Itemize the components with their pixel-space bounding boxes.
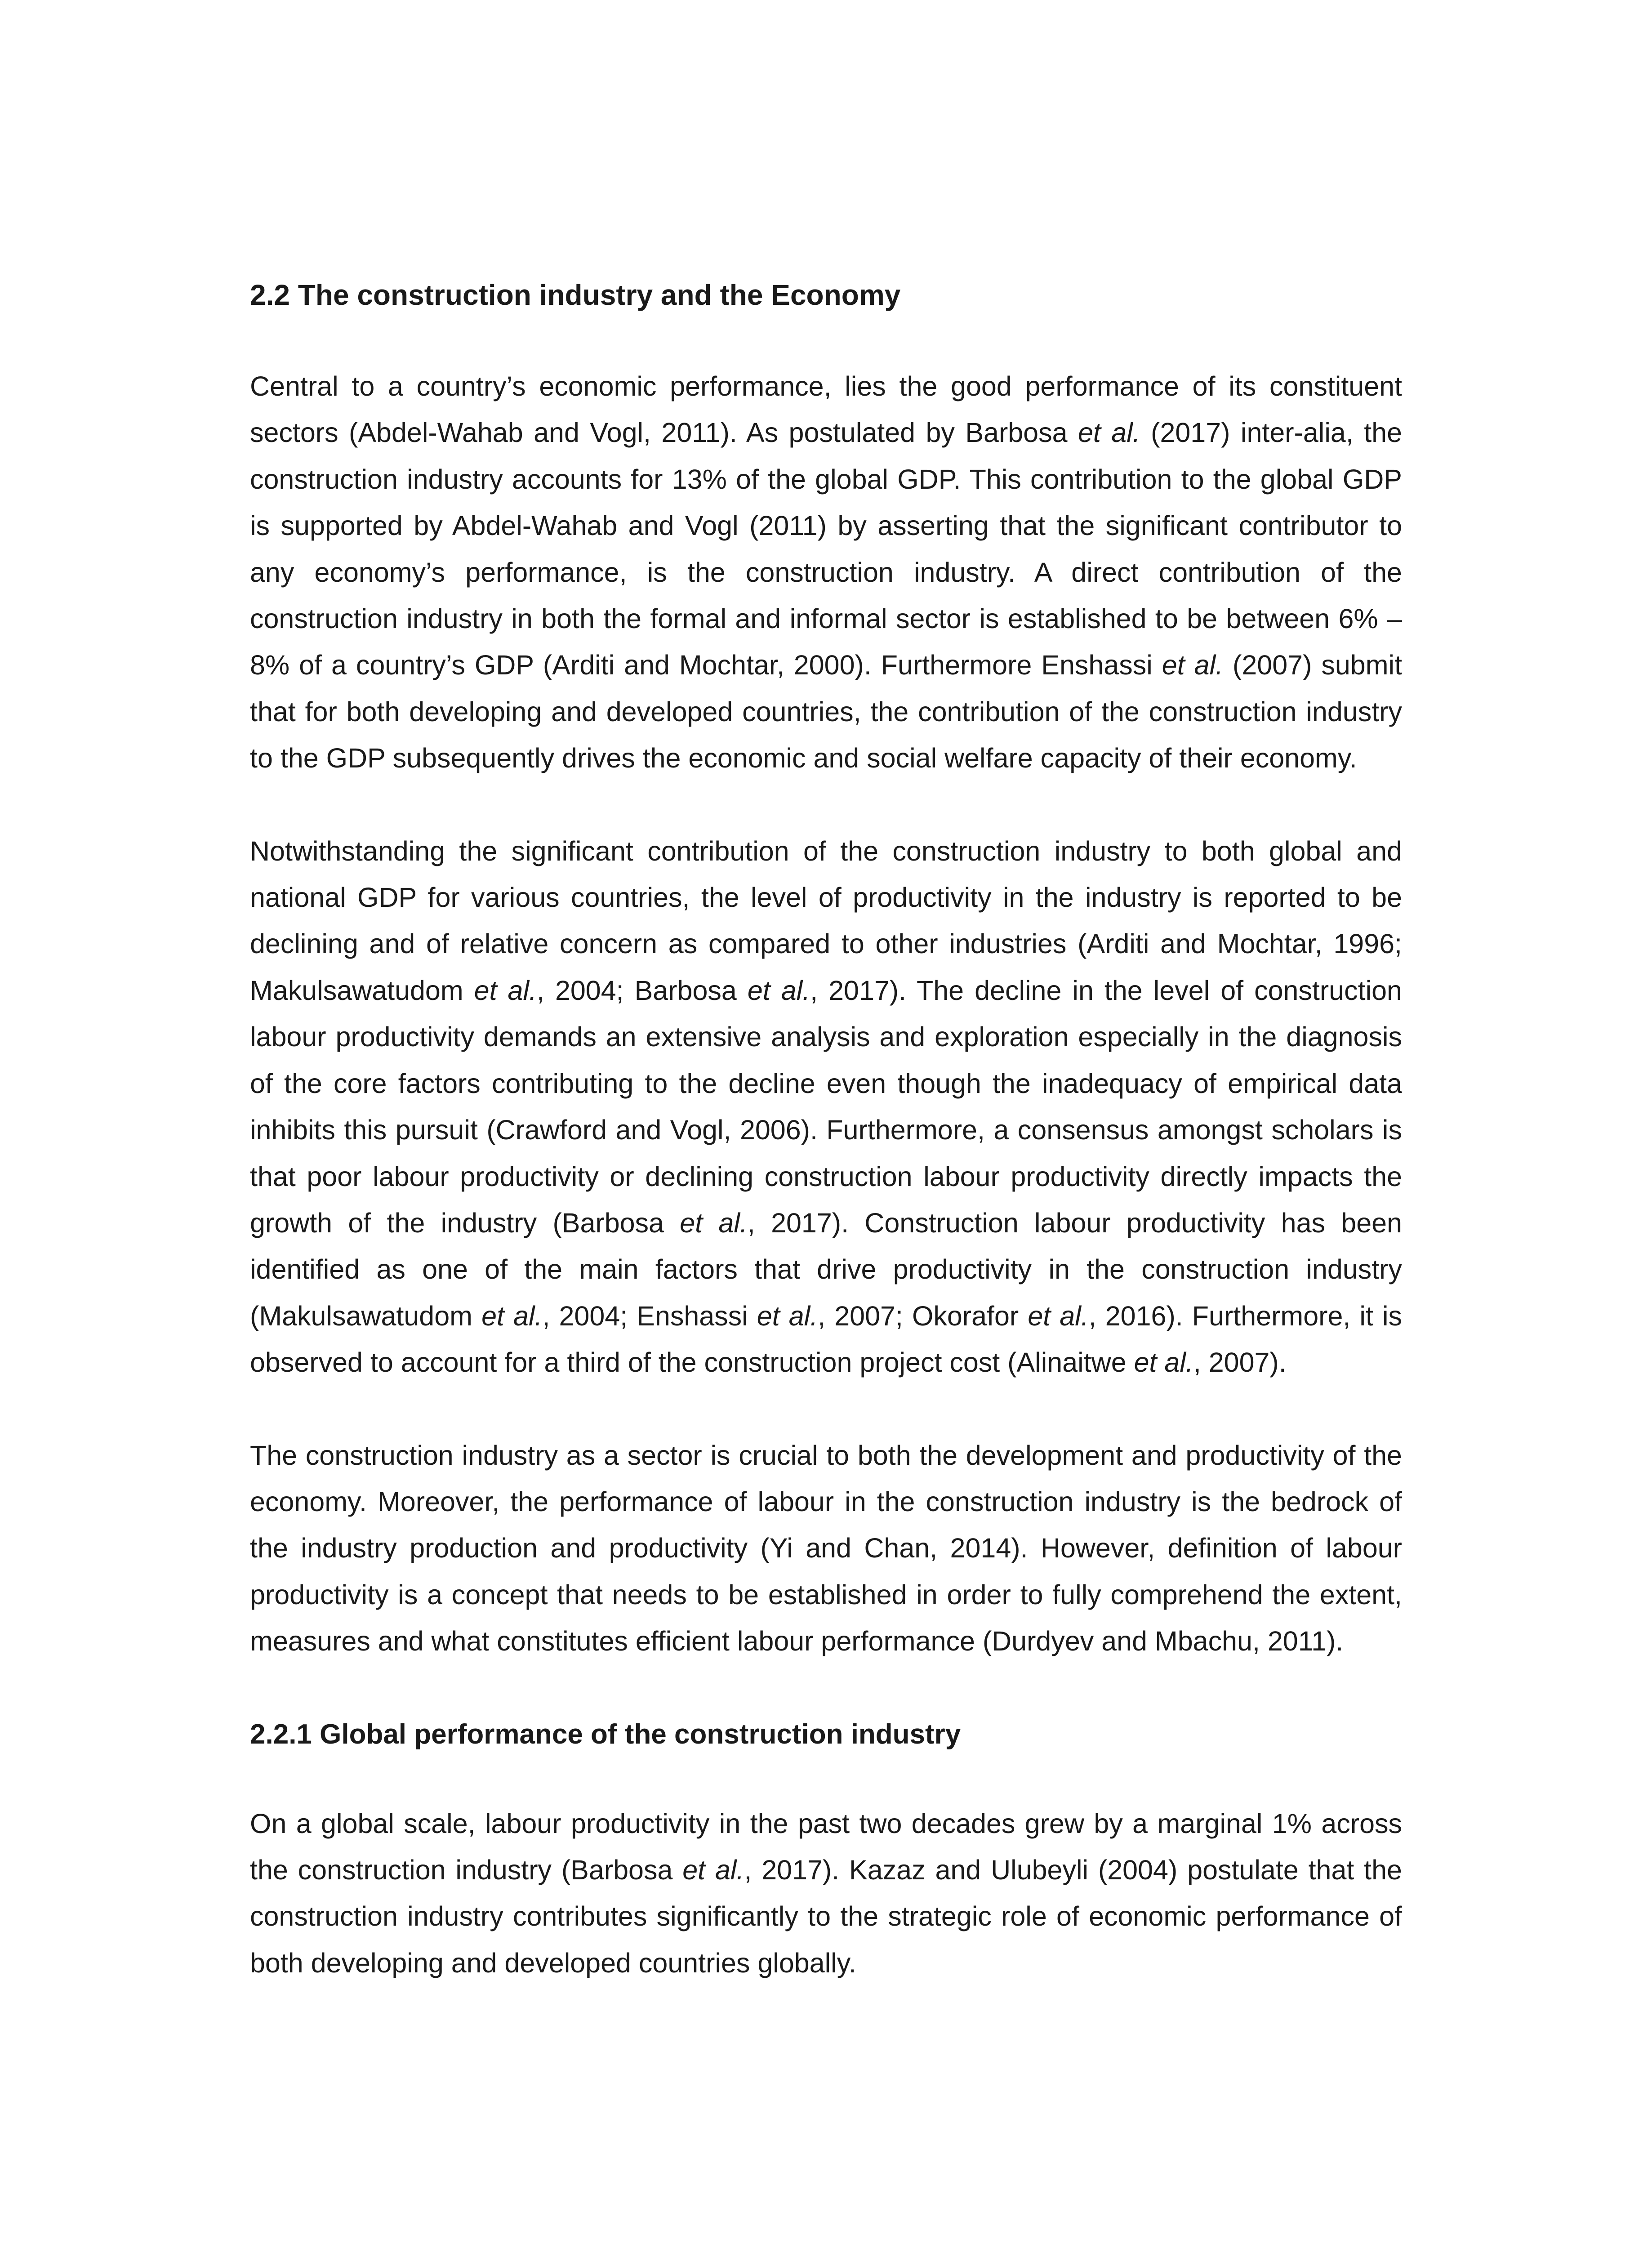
text-run: , 2017). The decline in the level of construction labour productivity demands an extensive analysis and exploration especially in the diagnosis of the core factors contributing to the decline even though the inadequacy of empirical data inhibits this pursuit (Crawford and Vogl, 2006). Furthermore, a consensus amongst scholars is that poor labour productivity or declining construction labour productivity directly impacts the growth of the industry (Barbosa — [250, 975, 1402, 1238]
section-heading: 2.2 The construction industry and the Economy — [250, 279, 901, 311]
text-run: The construction industry as a sector is crucial to both the development and productivity of the economy. Moreover, the performance of labour in the construction industry is the bedrock of the industry production and productivity (Yi and Chan, 2014). However, definition of labour productivity is a concept that needs to be established in order to fully comprehend the extent, measures and what constitutes efficient labour performance (Durdyev and Mbachu, 2011). — [250, 1440, 1402, 1657]
text-run: , 2004; Barbosa — [536, 975, 748, 1006]
italic-citation-text: et al. — [474, 975, 537, 1006]
text-run: , 2004; Enshassi — [542, 1300, 757, 1331]
italic-citation-text: et al. — [757, 1300, 818, 1331]
paragraph — [250, 828, 1402, 1386]
italic-citation-text: et al. — [680, 1207, 748, 1238]
italic-citation-text: et al. — [747, 975, 810, 1006]
paragraph — [250, 1801, 1402, 1987]
text-run: , 2017). Kazaz and Ulubeyli (2004) postulate that the construction industry contributes significantly to the strategic role of economic performance of both developing and developed countries globally. — [250, 1854, 1402, 1978]
page-body — [250, 272, 1402, 1986]
text-run: , 2007; Okorafor — [818, 1300, 1028, 1331]
text-run: , 2007). — [1193, 1347, 1287, 1378]
italic-citation-text: et al. — [1028, 1300, 1089, 1331]
text-run: On a global scale, labour productivity in the past two decades grew by a marginal 1% across the construction industry (Barbosa — [250, 1808, 1402, 1885]
text-run: Notwithstanding the significant contribution of the construction industry to both global and national GDP for various countries, the level of productivity in the industry is reported to be declining and of relative concern as compared to other industries (Arditi and Mochtar, 1996; Makulsawatudom — [250, 835, 1402, 1006]
subsection-heading: 2.2.1 Global performance of the construction industry — [250, 1718, 961, 1750]
paragraph — [250, 1432, 1402, 1665]
italic-citation-text: et al. — [682, 1854, 744, 1885]
italic-citation-text: et al. — [1162, 650, 1224, 681]
text-run: Central to a country’s economic performance, lies the good performance of its constituent sectors (Abdel-Wahab and Vogl, 2011). As postulated by Barbosa — [250, 371, 1402, 448]
italic-citation-text: et al. — [481, 1300, 543, 1331]
text-run: , 2016). Furthermore, it is observed to account for a third of the construction project cost (Alinaitwe — [250, 1300, 1403, 1378]
italic-citation-text: et al. — [1134, 1347, 1193, 1378]
text-run: (2007) submit that for both developing and developed countries, the contribution of the construction industry to the GDP subsequently drives the economic and social welfare capacity of their economy. — [250, 650, 1403, 774]
text-run: (2017) inter-alia, the construction industry accounts for 13% of the global GDP. This contribution to the global GDP is supported by Abdel-Wahab and Vogl (2011) by asserting that the significant contributor to any economy’s performance, is the construction industry. A direct contribution of the construction industry in both the formal and informal sector is established to be between 6% – 8% of a country’s GDP (Arditi and Mochtar, 2000). Furthermore Enshassi — [250, 417, 1402, 681]
text-run: , 2017). Construction labour productivity has been identified as one of the main factors that drive productivity in the construction industry (Makulsawatudom — [250, 1207, 1402, 1331]
italic-citation-text: et al. — [1078, 417, 1140, 448]
paragraph — [250, 363, 1402, 782]
